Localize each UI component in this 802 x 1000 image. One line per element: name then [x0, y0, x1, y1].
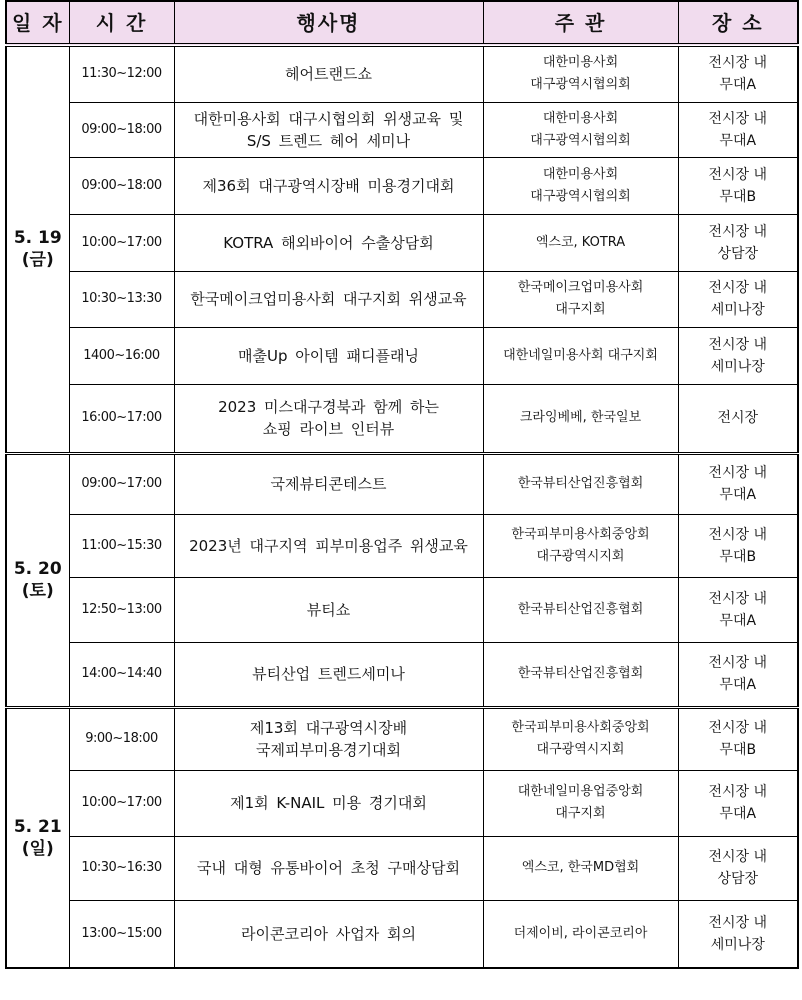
- place-cell-line: 상담장: [717, 871, 759, 887]
- event-cell: [174, 214, 483, 271]
- table-row: [6, 836, 798, 900]
- table-row: [6, 577, 798, 642]
- header-event: 행사명: [174, 1, 483, 45]
- date-weekday: (토): [21, 581, 54, 601]
- table-row: [6, 514, 798, 577]
- place-cell-line: 전시장 내: [708, 655, 768, 671]
- organizer-cell: [483, 836, 678, 900]
- place-cell-line: 무대A: [719, 132, 757, 149]
- organizer-cell: [483, 453, 678, 514]
- event-cell: [174, 384, 483, 453]
- organizer-cell: [483, 102, 678, 157]
- table-row: [6, 900, 798, 968]
- table-row: [6, 384, 798, 453]
- event-cell-line: 제36회 대구광역시장배 미용경기대회: [202, 176, 455, 195]
- date-date: 5. 21: [13, 816, 62, 837]
- table-row: [6, 102, 798, 157]
- date-cell: [6, 707, 69, 968]
- schedule-body: [6, 45, 798, 968]
- place-cell-line: 세미나장: [710, 358, 765, 375]
- event-cell: [174, 453, 483, 514]
- place-cell: [678, 384, 798, 453]
- place-cell-line: 상담장: [717, 245, 759, 262]
- organizer-cell-line: 대한미용사회: [542, 55, 619, 71]
- organizer-cell-line: 대구광역시지회: [536, 742, 625, 757]
- place-cell: [678, 157, 798, 214]
- place-cell: [678, 900, 798, 968]
- date-cell: [6, 45, 69, 453]
- event-cell-line: 대한미용사회 대구시협의회 위생교육 및: [193, 109, 464, 128]
- place-cell-line: 무대A: [719, 487, 757, 503]
- organizer-cell-line: 대구광역시협의회: [530, 132, 631, 148]
- place-cell-line: 세미나장: [710, 936, 765, 953]
- place-cell: [678, 707, 798, 770]
- table-row: [6, 214, 798, 271]
- event-cell: [174, 327, 483, 384]
- organizer-cell: [483, 642, 678, 707]
- time-cell: 10:30~13:30: [69, 271, 174, 327]
- event-cell-line: KOTRA 해외바이어 수출상담회: [223, 233, 434, 252]
- event-cell-line: 제13회 대구광역시장배: [249, 719, 408, 737]
- time-cell: 09:00~17:00: [69, 453, 174, 514]
- date-weekday: (금): [21, 250, 54, 271]
- organizer-cell-line: 한국피부미용사회중앙회: [511, 526, 650, 542]
- organizer-cell-line: 대구광역시협의회: [530, 188, 631, 204]
- time-cell: 10:00~17:00: [69, 214, 174, 271]
- event-cell-line: 2023 미스대구경북과 함께 하는: [218, 398, 439, 416]
- organizer-cell-line: 대구지회: [555, 806, 606, 821]
- time-cell: 10:00~17:00: [69, 770, 174, 836]
- event-cell: [174, 770, 483, 836]
- organizer-cell-line: 대한네일미용업중앙회: [517, 784, 644, 799]
- organizer-cell: [483, 327, 678, 384]
- event-cell-line: 뷰티산업 트렌드세미나: [252, 665, 405, 683]
- place-cell-line: 전시장 내: [708, 465, 768, 481]
- time-cell: 16:00~17:00: [69, 384, 174, 453]
- table-row: [6, 453, 798, 514]
- event-cell-line: 국제피부미용경기대회: [256, 741, 401, 759]
- place-cell-line: 전시장 내: [708, 784, 768, 800]
- place-cell-line: 전시장 내: [708, 336, 768, 353]
- place-cell-line: 무대A: [719, 806, 757, 822]
- organizer-cell-line: 한국메이크업미용사회: [517, 280, 644, 295]
- organizer-cell-line: 대구광역시협의회: [530, 77, 631, 93]
- table-row: [6, 157, 798, 214]
- place-cell: [678, 453, 798, 514]
- place-cell: [678, 102, 798, 157]
- event-cell: [174, 271, 483, 327]
- place-cell-line: 전시장: [717, 410, 759, 426]
- organizer-cell: [483, 45, 678, 102]
- event-cell-line: 한국메이크업미용사회 대구지회 위생교육: [190, 290, 467, 308]
- place-cell-line: 전시장 내: [708, 914, 768, 931]
- time-cell: 12:50~13:00: [69, 577, 174, 642]
- place-cell-line: 전시장 내: [708, 526, 768, 543]
- table-row: [6, 45, 798, 102]
- organizer-cell-line: 엑스코, KOTRA: [535, 234, 626, 250]
- organizer-cell: [483, 384, 678, 453]
- place-cell-line: 무대A: [719, 677, 757, 693]
- event-cell-line: 뷰티쇼: [306, 600, 351, 619]
- time-cell: 09:00~18:00: [69, 157, 174, 214]
- event-cell: [174, 577, 483, 642]
- place-cell-line: 세미나장: [710, 302, 765, 318]
- event-cell-line: 헤어트랜드쇼: [285, 65, 372, 84]
- event-cell: [174, 836, 483, 900]
- organizer-cell-line: 대한미용사회: [542, 110, 619, 126]
- event-cell-line: 매출Up 아이템 패디플래닝: [238, 346, 419, 365]
- organizer-cell-line: 대구지회: [555, 302, 606, 317]
- place-cell-line: 무대B: [719, 742, 757, 758]
- place-cell-line: 전시장 내: [708, 590, 768, 607]
- table-row: [6, 642, 798, 707]
- organizer-cell: [483, 271, 678, 327]
- time-cell: 9:00~18:00: [69, 707, 174, 770]
- event-cell: [174, 102, 483, 157]
- event-schedule-table: [5, 0, 799, 969]
- place-cell-line: 전시장 내: [708, 55, 768, 72]
- place-cell-line: 전시장 내: [708, 110, 768, 127]
- event-cell-line: 2023년 대구지역 피부미용업주 위생교육: [189, 536, 468, 555]
- event-cell-line: S/S 트렌드 헤어 세미나: [246, 131, 411, 150]
- organizer-cell: [483, 157, 678, 214]
- place-cell-line: 무대A: [719, 612, 757, 629]
- time-cell: 11:30~12:00: [69, 45, 174, 102]
- event-cell: [174, 642, 483, 707]
- place-cell-line: 전시장 내: [708, 166, 768, 183]
- event-cell: [174, 514, 483, 577]
- organizer-cell: [483, 514, 678, 577]
- organizer-cell-line: 한국피부미용사회중앙회: [511, 720, 650, 735]
- header-date: 일 자: [6, 1, 69, 45]
- time-cell: 10:30~16:30: [69, 836, 174, 900]
- header-time: 시 간: [69, 1, 174, 45]
- organizer-cell: [483, 214, 678, 271]
- place-cell-line: 전시장 내: [708, 280, 768, 296]
- organizer-cell-line: 크라잉베베, 한국일보: [519, 410, 642, 425]
- organizer-cell: [483, 577, 678, 642]
- time-cell: 11:00~15:30: [69, 514, 174, 577]
- event-cell-line: 국제뷰티콘테스트: [270, 475, 387, 493]
- date-date: 5. 20: [13, 559, 62, 579]
- place-cell: [678, 514, 798, 577]
- place-cell: [678, 577, 798, 642]
- date-date: 5. 19: [13, 228, 62, 249]
- organizer-cell-line: 대한미용사회: [542, 166, 619, 182]
- place-cell-line: 무대A: [719, 77, 757, 94]
- place-cell: [678, 770, 798, 836]
- place-cell-line: 전시장 내: [708, 223, 768, 240]
- header-place: 장 소: [678, 1, 798, 45]
- place-cell: [678, 327, 798, 384]
- event-cell-line: 라이콘코리아 사업자 회의: [241, 924, 416, 943]
- table-row: [6, 707, 798, 770]
- time-cell: 13:00~15:00: [69, 900, 174, 968]
- event-cell-line: 제1회 K-NAIL 미용 경기대회: [230, 794, 427, 812]
- table-row: [6, 271, 798, 327]
- place-cell: [678, 836, 798, 900]
- date-cell: [6, 453, 69, 707]
- time-cell: 09:00~18:00: [69, 102, 174, 157]
- table-row: [6, 327, 798, 384]
- organizer-cell-line: 한국뷰티산업진흥협회: [517, 476, 644, 491]
- event-cell: [174, 900, 483, 968]
- place-cell-line: 무대B: [719, 188, 757, 205]
- organizer-cell: [483, 707, 678, 770]
- organizer-cell: [483, 900, 678, 968]
- place-cell-line: 전시장 내: [708, 849, 768, 865]
- place-cell: [678, 214, 798, 271]
- place-cell-line: 무대B: [719, 548, 757, 565]
- place-cell: [678, 642, 798, 707]
- time-cell: 14:00~14:40: [69, 642, 174, 707]
- organizer-cell-line: 대구광역시지회: [536, 548, 625, 564]
- header-row: [6, 1, 798, 45]
- place-cell-line: 전시장 내: [708, 720, 768, 736]
- event-cell: [174, 157, 483, 214]
- time-cell: 1400~16:00: [69, 327, 174, 384]
- organizer-cell-line: 대한네일미용사회 대구지회: [503, 347, 658, 363]
- table-row: [6, 770, 798, 836]
- header-organizer: 주 관: [483, 1, 678, 45]
- organizer-cell-line: 한국뷰티산업진흥협회: [517, 666, 644, 681]
- event-cell-line: 국내 대형 유통바이어 초청 구매상담회: [197, 859, 460, 877]
- organizer-cell-line: 더제이비, 라이콘코리아: [513, 925, 648, 941]
- place-cell: [678, 45, 798, 102]
- event-cell: [174, 45, 483, 102]
- date-weekday: (일): [21, 838, 54, 859]
- organizer-cell: [483, 770, 678, 836]
- organizer-cell-line: 엑스코, 한국MD협회: [521, 860, 640, 875]
- event-cell-line: 쇼핑 라이브 인터뷰: [262, 420, 395, 438]
- event-cell: [174, 707, 483, 770]
- organizer-cell-line: 한국뷰티산업진흥협회: [517, 601, 644, 617]
- place-cell: [678, 271, 798, 327]
